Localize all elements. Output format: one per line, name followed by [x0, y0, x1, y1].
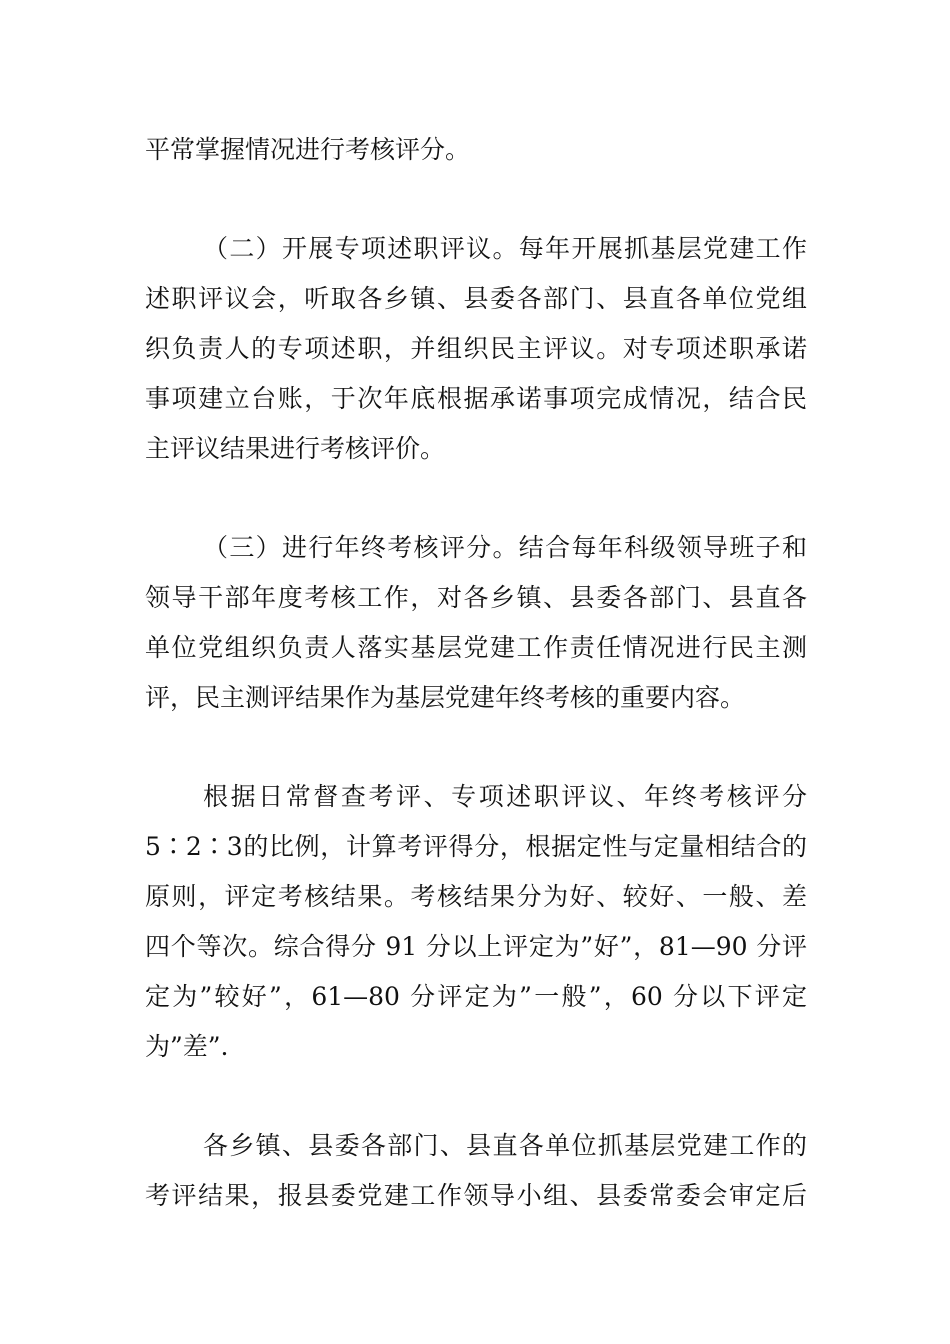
text-line: 定为”较好”，61—80 分评定为”一般”，60 分以下评定 — [145, 982, 807, 1011]
text-line: 四个等次。综合得分 91 分以上评定为”好”，81—90 分评 — [145, 932, 807, 961]
text-line: 原则，评定考核结果。考核结果分为好、较好、一般、差 — [145, 882, 807, 911]
text-line: 各乡镇、县委各部门、县直各单位抓基层党建工作的 — [203, 1131, 807, 1160]
text-line: 事项建立台账，于次年底根据承诺事项完成情况，结合民 — [145, 384, 807, 413]
text-line: 述职评议会，听取各乡镇、县委各部门、县直各单位党组 — [145, 284, 807, 313]
text-line: 单位党组织负责人落实基层党建工作责任情况进行民主测 — [145, 633, 807, 662]
text-line: 根据日常督查考评、专项述职评议、年终考核评分 — [203, 782, 807, 811]
text-line: 平常掌握情况进行考核评分。 — [145, 135, 471, 164]
text-line: 织负责人的专项述职，并组织民主评议。对专项述职承诺 — [145, 334, 807, 363]
text-line: 主评议结果进行考核评价。 — [145, 434, 446, 463]
text-line: （二）开展专项述职评议。每年开展抓基层党建工作 — [203, 234, 807, 263]
text-line: 领导干部年度考核工作，对各乡镇、县委各部门、县直各 — [145, 583, 807, 612]
text-line: 为”差”. — [145, 1032, 229, 1061]
text-line: 评，民主测评结果作为基层党建年终考核的重要内容。 — [145, 683, 746, 712]
text-line: 5∶2∶3的比例，计算考评得分，根据定性与定量相结合的 — [145, 832, 807, 861]
text-line: （三）进行年终考核评分。结合每年科级领导班子和 — [203, 533, 807, 562]
text-line: 考评结果，报县委党建工作领导小组、县委常委会审定后 — [145, 1181, 807, 1210]
